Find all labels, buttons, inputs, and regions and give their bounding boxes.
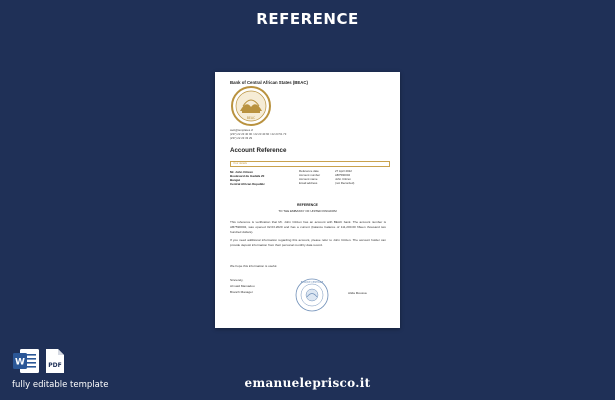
section-label: Your details — [233, 162, 247, 165]
bank-name: Bank of Central African States (BEAC) — [230, 80, 308, 85]
details-section-bar — [230, 161, 390, 167]
account-title: Account Reference — [230, 147, 287, 154]
website-link[interactable]: emanueleprisco.it — [244, 376, 371, 390]
bank-seal-icon — [231, 86, 271, 126]
field-value: AB7590002 — [335, 173, 351, 177]
word-icon-letter: W — [15, 357, 25, 368]
field-label: Reference date — [299, 169, 319, 173]
address-country: Central African Republic — [230, 182, 265, 186]
contact-line-1: web@templates.cf — [230, 128, 254, 132]
field-label: Account name — [299, 177, 318, 181]
seal-lettering: BEAC — [246, 116, 256, 120]
body-paragraph-3: We hope this information is useful. — [230, 264, 278, 268]
document-preview — [215, 72, 400, 328]
sender-title: Branch Manager — [230, 290, 253, 294]
field-value: (not Recorded) — [335, 181, 355, 185]
field-value: John Citizen — [335, 177, 351, 181]
page-title: REFERENCE — [256, 10, 359, 28]
pdf-icon-label: PDF — [48, 362, 62, 369]
field-label: Account number — [299, 173, 321, 177]
address-city: Bangui — [230, 178, 241, 182]
address-street: Boulevard du Gadafa 20 — [230, 174, 265, 178]
reference-recipient: TO THE EMBASSY OF UNITED KINGDOM — [278, 209, 337, 213]
contact-line-3: (237) 22 23 33 29 — [230, 136, 253, 140]
body-paragraph-1: This reference is verification that Mr. John Citizen has an account with BEAC bank. The account number is AB7590002, was opened 02.03.2020 and has a current (balance balance of 111,200.00 fifteen thousand two hundred dollars). — [230, 220, 386, 234]
field-label: Email address — [299, 181, 318, 185]
signee-name: Alida Moussa — [348, 291, 367, 295]
word-icon — [12, 348, 40, 374]
pdf-icon — [44, 348, 66, 374]
field-value: 27 April 2022 — [335, 169, 352, 173]
reference-heading: REFERENCE — [297, 203, 318, 207]
bank-stamp-icon — [295, 278, 329, 312]
stamp-lettering: BANQUE CENTRALE — [300, 281, 324, 284]
address-name: Mr. John Citizen — [230, 170, 254, 174]
body-paragraph-2: If you need additional information regarding this account, please refer to John Citizen. The account holder can provide deposit information from their personal monthly data record. — [230, 238, 386, 247]
editable-template-label: fully editable template — [12, 380, 109, 390]
sender-name: Ali said Mamadou — [230, 284, 255, 288]
closing: Sincerely, — [230, 278, 244, 282]
contact-line-2: (237) 22 23 40 00 / 22 23 40 60 / 22 23 51 73 — [230, 132, 287, 136]
